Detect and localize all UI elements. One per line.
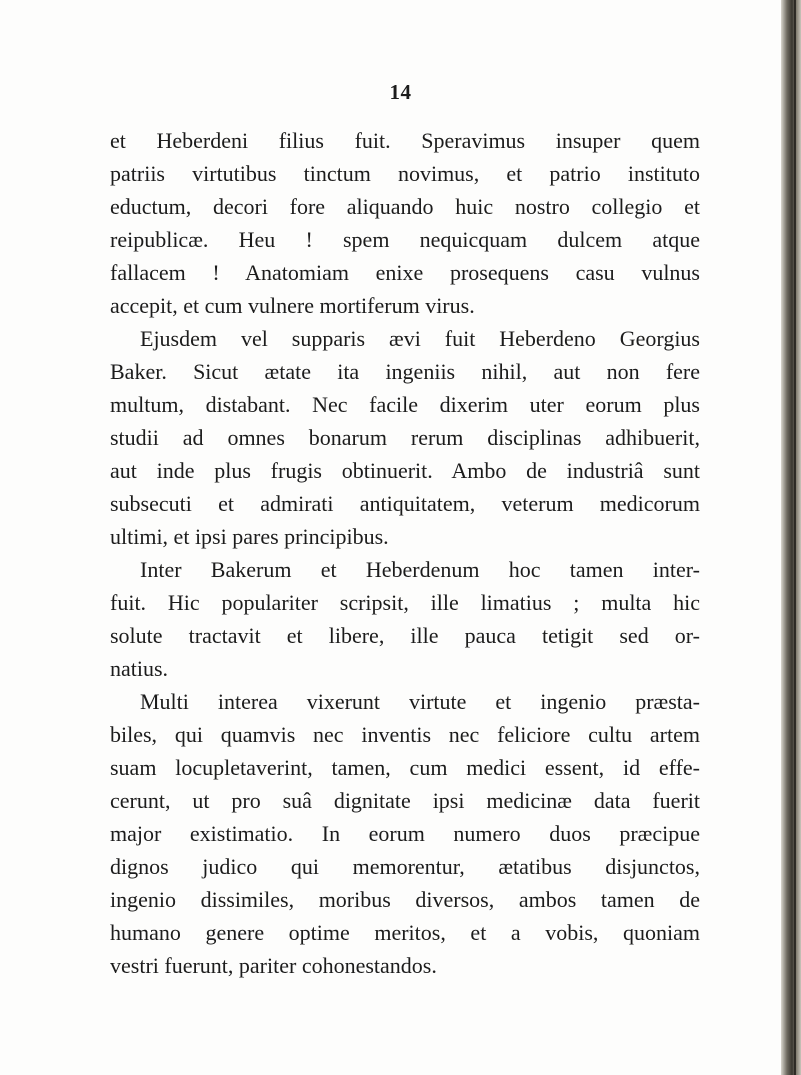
text-line: ingenio dissimiles, moribus diversos, ambos tamen de [110, 887, 700, 912]
text-line: Baker. Sicut ætate ita ingeniis nihil, aut non fere [110, 359, 700, 384]
body-text [110, 124, 700, 982]
page-number: 14 [389, 80, 412, 104]
text-line: patriis virtutibus tinctum novimus, et patrio instituto [110, 161, 700, 186]
text-line: accepit, et cum vulnere mortiferum virus. [110, 293, 475, 318]
page-edge-shadow [781, 0, 801, 1075]
text-line: Ejusdem vel supparis ævi fuit Heberdeno Georgius [140, 326, 700, 351]
text-line: studii ad omnes bonarum rerum disciplinas adhibuerit, [110, 425, 700, 450]
text-line: reipublicæ. Heu ! spem nequicquam dulcem atque [110, 227, 700, 252]
text-line: fuit. Hic populariter scripsit, ille limatius ; multa hic [110, 590, 700, 615]
text-line: humano genere optime meritos, et a vobis, quoniam [110, 920, 700, 945]
text-line: cerunt, ut pro suâ dignitate ipsi medicinæ data fuerit [110, 788, 700, 813]
page-edge-line [794, 0, 796, 1075]
text-line: suam locupletaverint, tamen, cum medici essent, id effe- [110, 755, 700, 780]
text-line: aut inde plus frugis obtinuerit. Ambo de industriâ sunt [110, 458, 700, 483]
text-line: Multi interea vixerunt virtute et ingenio præsta- [140, 689, 700, 714]
text-line: ultimi, et ipsi pares principibus. [110, 524, 389, 549]
text-line: vestri fuerunt, pariter cohonestandos. [110, 953, 437, 978]
text-line: Inter Bakerum et Heberdenum hoc tamen inter- [140, 557, 700, 582]
text-line: fallacem ! Anatomiam enixe prosequens casu vulnus [110, 260, 700, 285]
text-line: dignos judico qui memorentur, ætatibus disjunctos, [110, 854, 700, 879]
text-line: solute tractavit et libere, ille pauca tetigit sed or- [110, 623, 700, 648]
text-line: multum, distabant. Nec facile dixerim uter eorum plus [110, 392, 700, 417]
text-line: major existimatio. In eorum numero duos præcipue [110, 821, 700, 846]
text-line: subsecuti et admirati antiquitatem, veterum medicorum [110, 491, 700, 516]
text-line: eductum, decori fore aliquando huic nostro collegio et [110, 194, 700, 219]
text-line: natius. [110, 656, 169, 681]
text-line: biles, qui quamvis nec inventis nec feliciore cultu artem [110, 722, 700, 747]
text-line: et Heberdeni filius fuit. Speravimus insuper quem [110, 128, 700, 153]
